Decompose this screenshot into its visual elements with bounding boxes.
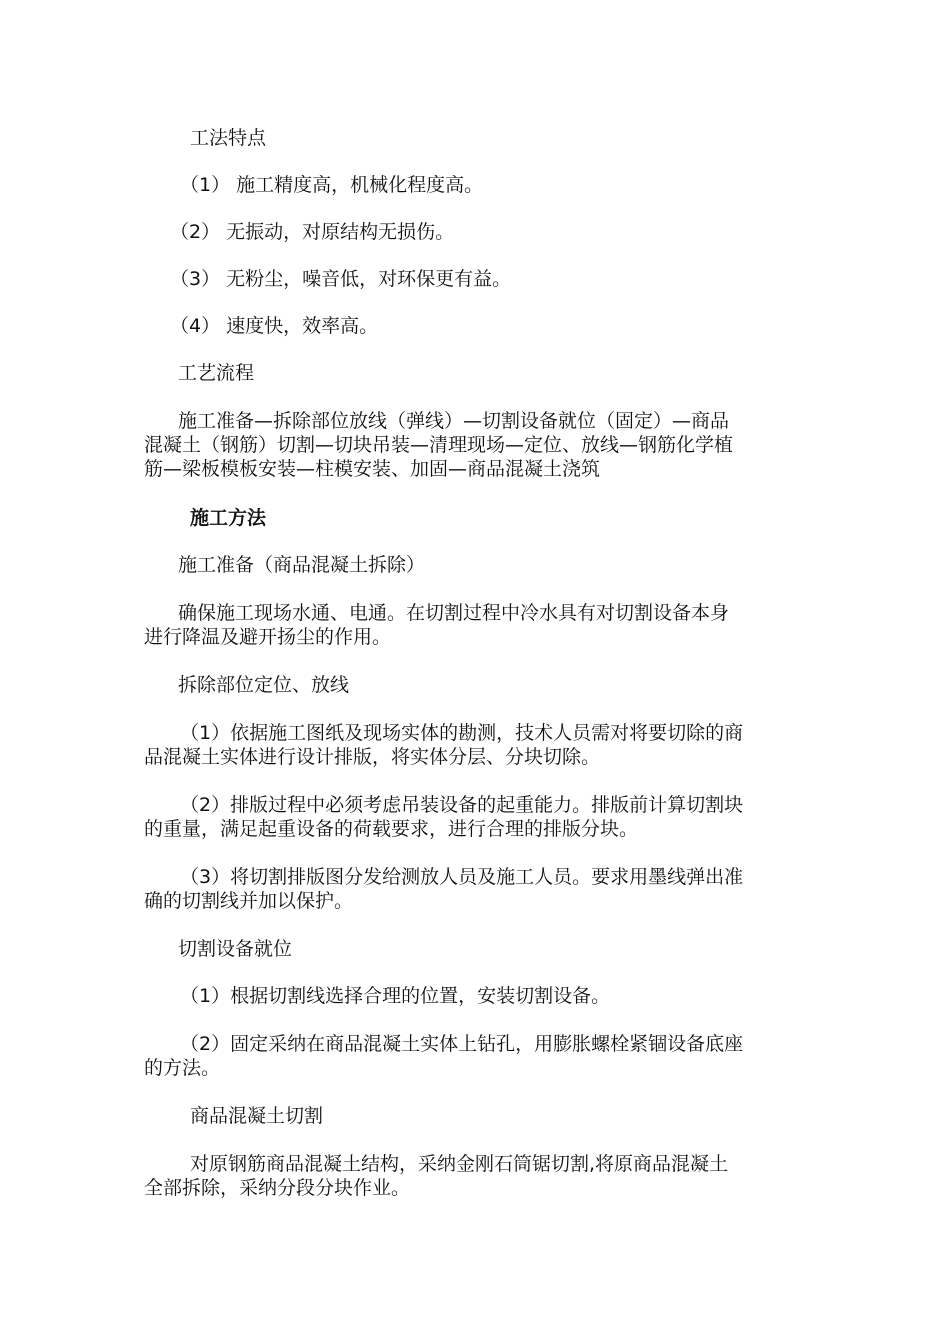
layout-item-3-line-2: 确的切割线并加以保护。 (144, 890, 354, 912)
heading-process: 工艺流程 (178, 362, 255, 384)
equipment-item-2 (144, 1032, 844, 1080)
layout-item-1-line-2: 品混凝土实体进行设计排版，将实体分层、分块切除。 (144, 746, 601, 768)
feature-item-4: （4） 速度快，效率高。 (170, 315, 379, 337)
process-paragraph (144, 409, 844, 481)
prep-line-2: 进行降温及避开扬尘的作用。 (144, 626, 392, 648)
heading-prep: 施工准备（商品混凝土拆除） (178, 554, 426, 576)
layout-item-2 (144, 793, 844, 841)
layout-item-2-line-2: 的重量，满足起重设备的荷载要求，进行合理的排版分块。 (144, 818, 639, 840)
heading-equipment: 切割设备就位 (178, 938, 293, 960)
prep-line-1: 确保施工现场水通、电通。在切割过程中冷水具有对切割设备本身 (178, 602, 730, 624)
layout-item-1 (144, 721, 844, 769)
cutting-line-2: 全部拆除，采纳分段分块作业。 (144, 1177, 411, 1199)
heading-cutting: 商品混凝土切割 (190, 1105, 324, 1127)
layout-item-3 (144, 865, 844, 913)
feature-item-1: （1） 施工精度高，机械化程度高。 (180, 174, 484, 196)
feature-item-2: （2） 无振动，对原结构无损伤。 (170, 221, 455, 243)
heading-layout: 拆除部位定位、放线 (178, 674, 350, 696)
layout-item-2-line-1: （2）排版过程中必须考虑吊装设备的起重能力。排版前计算切割块 (180, 794, 744, 816)
layout-item-3-line-1: （3）将切割排版图分发给测放人员及施工人员。要求用墨线弹出准 (180, 866, 744, 888)
prep-paragraph (144, 601, 844, 649)
equipment-item-2-line-1: （2）固定采纳在商品混凝土实体上钻孔，用膨胀螺栓紧锢设备底座 (180, 1033, 744, 1055)
layout-item-1-line-1: （1）依据施工图纸及现场实体的勘测，技术人员需对将要切除的商 (180, 722, 744, 744)
process-line-3: 筋—梁板模板安装—柱模安装、加固—商品混凝土浇筑 (144, 458, 601, 480)
cutting-paragraph (144, 1152, 844, 1200)
heading-method: 施工方法 (190, 507, 267, 529)
cutting-line-1: 对原钢筋商品混凝土结构，采纳金刚石筒锯切割,将原商品混凝土 (190, 1153, 729, 1175)
process-line-2: 混凝土（钢筋）切割—切块吊装—清理现场—定位、放线—钢筋化学植 (144, 434, 734, 456)
equipment-item-2-line-2: 的方法。 (144, 1057, 221, 1079)
feature-item-3: （3） 无粉尘，噪音低，对环保更有益。 (170, 268, 512, 290)
process-line-1: 施工准备—拆除部位放线（弹线）—切割设备就位（固定）—商品 (178, 410, 730, 432)
heading-features: 工法特点 (190, 127, 267, 149)
equipment-item-1: （1）根据切割线选择合理的位置，安装切割设备。 (180, 985, 611, 1007)
